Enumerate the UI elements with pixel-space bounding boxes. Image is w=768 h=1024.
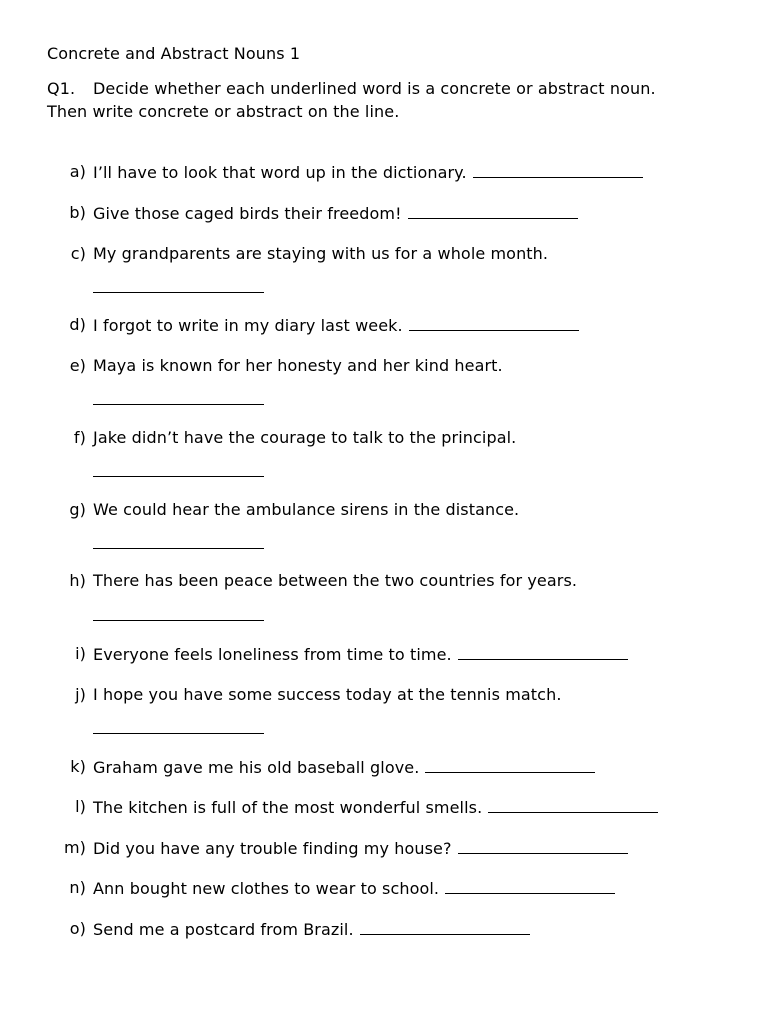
answer-blank-n[interactable] — [445, 877, 615, 894]
item-sentence: Ann bought new clothes to wear to school. — [93, 879, 440, 898]
answer-blank-e[interactable] — [93, 404, 264, 405]
answer-blank-k[interactable] — [425, 756, 595, 773]
item-sentence: I hope you have some success today at the tennis match. — [93, 685, 562, 704]
question-item-k — [0, 756, 768, 778]
answer-blank-d[interactable] — [409, 314, 579, 331]
question-item-j — [0, 684, 768, 706]
answer-blank-i[interactable] — [458, 643, 628, 660]
question-item-i — [0, 643, 768, 665]
item-letter: c) — [70, 244, 86, 263]
question-item-n — [0, 877, 768, 899]
item-sentence: Graham gave me his old baseball glove. — [93, 758, 420, 777]
question-item-a — [0, 161, 768, 183]
item-sentence: Jake didn’t have the courage to talk to the principal. — [93, 428, 517, 447]
item-letter: m) — [63, 838, 86, 857]
answer-blank-b[interactable] — [408, 202, 578, 219]
item-letter: e) — [69, 356, 86, 375]
item-letter: g) — [69, 500, 86, 519]
question-instructions — [47, 77, 747, 123]
item-sentence: Everyone feels loneliness from time to time. — [93, 645, 452, 664]
question-item-c — [0, 243, 768, 265]
question-item-b — [0, 202, 768, 224]
item-letter: o) — [69, 919, 86, 938]
question-line-1 — [47, 77, 747, 100]
answer-blank-a[interactable] — [473, 161, 643, 178]
item-letter: f) — [73, 428, 86, 447]
item-letter: b) — [69, 203, 86, 222]
answer-blank-j[interactable] — [93, 733, 264, 734]
answer-blank-m[interactable] — [458, 837, 628, 854]
question-item-f — [0, 427, 768, 449]
question-item-d — [0, 314, 768, 336]
answer-blank-f[interactable] — [93, 476, 264, 477]
item-letter: h) — [69, 571, 86, 590]
item-sentence: The kitchen is full of the most wonderful smells. — [93, 798, 483, 817]
item-letter: n) — [69, 878, 86, 897]
item-sentence: I’ll have to look that word up in the dictionary. — [93, 163, 467, 182]
item-sentence: I forgot to write in my diary last week. — [93, 316, 403, 335]
question-item-l — [0, 796, 768, 818]
answer-blank-g[interactable] — [93, 548, 264, 549]
item-letter: d) — [69, 315, 86, 334]
item-sentence: There has been peace between the two countries for years. — [93, 571, 578, 590]
item-sentence: My grandparents are staying with us for a whole month. — [93, 244, 549, 263]
question-instruction-text: Decide whether each underlined word is a concrete or abstract noun. — [93, 79, 656, 98]
item-letter: i) — [75, 644, 86, 663]
question-item-g — [0, 499, 768, 521]
question-number: Q1. — [47, 79, 76, 98]
item-letter: j) — [75, 685, 86, 704]
question-item-o — [0, 918, 768, 940]
answer-blank-o[interactable] — [360, 918, 530, 935]
item-letter: k) — [70, 757, 86, 776]
question-item-m — [0, 837, 768, 859]
item-sentence: We could hear the ambulance sirens in the distance. — [93, 500, 520, 519]
item-letter: l) — [75, 797, 86, 816]
item-sentence: Send me a postcard from Brazil. — [93, 920, 354, 939]
item-sentence: Did you have any trouble finding my house? — [93, 839, 452, 858]
question-item-e — [0, 355, 768, 377]
answer-blank-h[interactable] — [93, 620, 264, 621]
item-letter: a) — [69, 162, 86, 181]
question-item-h — [0, 570, 768, 592]
question-line-2: Then write concrete or abstract on the line. — [47, 102, 400, 121]
answer-blank-l[interactable] — [488, 796, 658, 813]
worksheet-title: Concrete and Abstract Nouns 1 — [47, 44, 301, 63]
item-sentence: Maya is known for her honesty and her kind heart. — [93, 356, 503, 375]
item-sentence: Give those caged birds their freedom! — [93, 204, 402, 223]
answer-blank-c[interactable] — [93, 292, 264, 293]
